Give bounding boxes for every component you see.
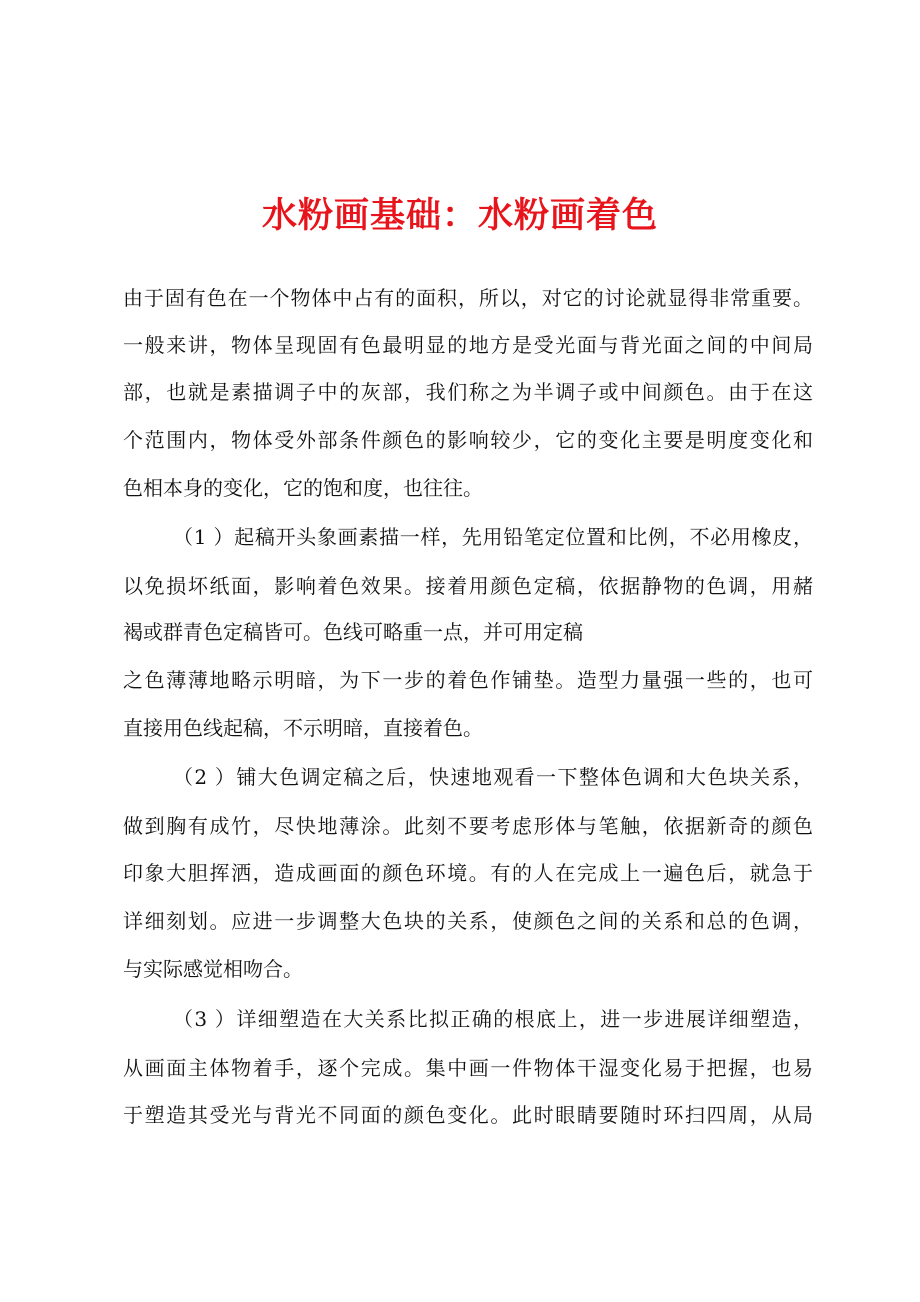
paragraph-3-line-4: 详细刻划。应进一步调整大色块的关系，使颜色之间的关系和总的色调，	[123, 909, 813, 933]
paragraph-1-line-5: 色相本身的变化，它的饱和度，也往往。	[123, 476, 483, 500]
paragraph-1-line-3: 部，也就是素描调子中的灰部，我们称之为半调子或中间颜色。由于在这	[123, 380, 813, 404]
paragraph-1-line-4: 个范围内，物体受外部条件颜色的影响较少，它的变化主要是明度变化和	[123, 428, 813, 452]
paragraph-2-line-1: （1 ）起稿开头象画素描一样，先用铅笔定位置和比例，不必用橡皮，	[173, 525, 813, 549]
paragraph-2-line-5: 直接用色线起稿，不示明暗，直接着色。	[123, 716, 483, 740]
paragraph-3-line-1: （2 ）铺大色调定稿之后，快速地观看一下整体色调和大色块关系，	[173, 765, 813, 789]
paragraph-2-line-3: 褐或群青色定稿皆可。色线可略重一点，并可用定稿	[123, 620, 583, 644]
paragraph-3-line-2: 做到胸有成竹，尽快地薄涂。此刻不要考虑形体与笔触，依据新奇的颜色	[123, 814, 813, 838]
paragraph-2-line-2: 以免损坏纸面，影响着色效果。接着用颜色定稿，依据静物的色调，用赭	[123, 574, 813, 598]
paragraph-2-line-4: 之色薄薄地略示明暗，为下一步的着色作铺垫。造型力量强一些的，也可	[123, 668, 813, 692]
paragraph-1-line-1: 由于固有色在一个物体中占有的面积，所以，对它的讨论就显得非常重要。	[123, 286, 813, 310]
paragraph-4-line-1: （3 ）详细塑造在大关系比拟正确的根底上，进一步进展详细塑造，	[173, 1007, 813, 1031]
paragraph-1-line-2: 一般来讲，物体呈现固有色最明显的地方是受光面与背光面之间的中间局	[123, 333, 813, 357]
paragraph-4-line-3: 于塑造其受光与背光不同面的颜色变化。此时眼睛要随时环扫四周，从局	[123, 1103, 813, 1127]
paragraph-3-line-5: 与实际感觉相吻合。	[123, 957, 303, 981]
paragraph-4-line-2: 从画面主体物着手，逐个完成。集中画一件物体干湿变化易于把握，也易	[123, 1056, 813, 1080]
paragraph-3-line-3: 印象大胆挥洒，造成画面的颜色环境。有的人在完成上一遍色后，就急于	[123, 861, 813, 885]
document-title: 水粉画基础：水粉画着色	[261, 195, 658, 236]
